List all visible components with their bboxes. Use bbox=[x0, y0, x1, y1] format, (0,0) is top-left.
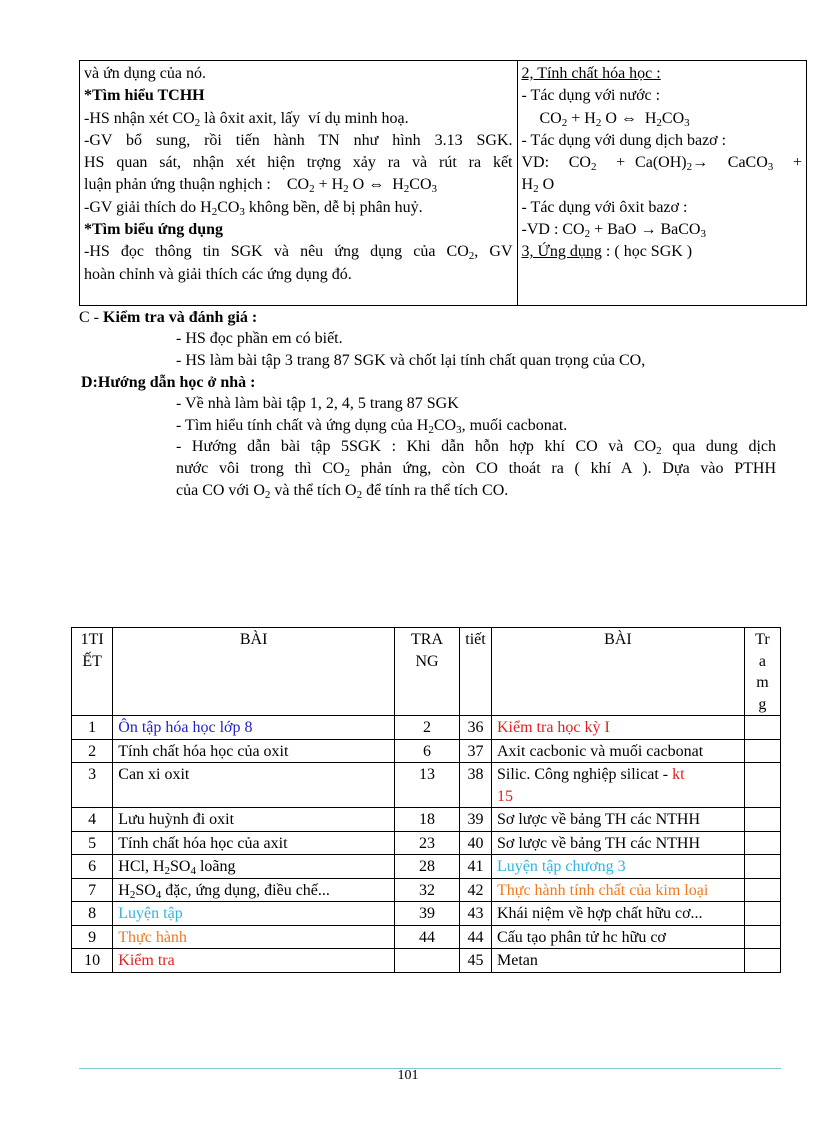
row-no-2: 44 bbox=[460, 925, 492, 949]
row-page: 39 bbox=[395, 902, 460, 926]
row-title: Tính chất hóa học của oxit bbox=[113, 739, 395, 763]
table-row bbox=[72, 949, 781, 973]
row-title: Can xi oxit bbox=[113, 763, 395, 808]
content-cell bbox=[517, 61, 807, 306]
equation-line: $H_2$ O bbox=[521, 176, 555, 196]
content-line: - Tác dụng với ôxit bazơ : bbox=[521, 198, 688, 216]
row-no: 6 bbox=[72, 855, 113, 879]
index-header-row bbox=[72, 628, 781, 716]
row-page: 6 bbox=[395, 739, 460, 763]
row-title: Tính chất hóa học của axit bbox=[113, 831, 395, 855]
row-page bbox=[395, 949, 460, 973]
row-no-2: 45 bbox=[460, 949, 492, 973]
section-d-item: - Hướng dẫn bài tập 5SGK : Khi dẫn hỗn hợp khí CO và $CO_2$ qua dung dịch bbox=[176, 438, 776, 457]
equation-line: VD: $CO_2 + Ca(OH)_2\to$ CaCO$_3$ + bbox=[521, 154, 803, 174]
section-c-title: C - Kiểm tra và đánh giá : bbox=[79, 309, 258, 326]
row-no: 3 bbox=[72, 763, 113, 808]
row-title: Ôn tập hóa học lớp 8 bbox=[113, 716, 395, 740]
teacher-student-activities-cell bbox=[80, 61, 518, 306]
row-page-2 bbox=[744, 716, 780, 740]
activity-line: -GV bổ sung, rồi tiến hành TN như hình 3.13 SGK. bbox=[84, 131, 513, 149]
row-no: 2 bbox=[72, 739, 113, 763]
row-title-2: Sơ lược về bảng TH các NTHH bbox=[492, 831, 745, 855]
equation-line: $CO_2 + H_2$ O ⇔ $H_2CO_3$ bbox=[539, 109, 690, 129]
table-row bbox=[72, 763, 781, 808]
row-title-2: Khái niệm về hợp chất hữu cơ... bbox=[492, 902, 745, 926]
row-title-2: Cấu tạo phân tử hc hữu cơ bbox=[492, 925, 745, 949]
row-page-2 bbox=[744, 902, 780, 926]
section-d-item: của CO với $O_2$ và thể tích $O_2$ để tính ra thể tích CO. bbox=[176, 482, 509, 501]
row-page-2 bbox=[744, 949, 780, 973]
row-no-2: 40 bbox=[460, 831, 492, 855]
header-title-1: BÀI bbox=[113, 628, 395, 716]
row-no: 1 bbox=[72, 716, 113, 740]
activity-heading: *Tìm hiểu TCHH bbox=[84, 87, 205, 105]
row-no-2: 43 bbox=[460, 902, 492, 926]
section-c-item: - HS làm bài tập 3 trang 87 SGK và chốt lại tính chất quan trọng của CO, bbox=[176, 352, 646, 369]
page-number: 101 bbox=[397, 1068, 419, 1083]
header-lesson-no: 1TI ẾT bbox=[72, 628, 113, 716]
row-page: 18 bbox=[395, 808, 460, 832]
row-no: 9 bbox=[72, 925, 113, 949]
row-title: HCl, $H_2SO_4$ loãng bbox=[113, 855, 395, 879]
row-no-2: 37 bbox=[460, 739, 492, 763]
row-page-2 bbox=[744, 763, 780, 808]
row-page-2 bbox=[744, 739, 780, 763]
row-no-2: 38 bbox=[460, 763, 492, 808]
row-no: 8 bbox=[72, 902, 113, 926]
table-row bbox=[72, 855, 781, 879]
row-page-2 bbox=[744, 925, 780, 949]
section-d-item: nước vôi trong thì $CO_2$ phản ứng, còn CO thoát ra ( khí A ). Dựa vào PTHH bbox=[176, 460, 776, 479]
lesson-table bbox=[79, 60, 807, 306]
header-lesson-no-2: tiết bbox=[460, 628, 492, 716]
section-d-item: - Về nhà làm bài tập 1, 2, 4, 5 trang 87 SGK bbox=[176, 395, 459, 412]
row-page: 28 bbox=[395, 855, 460, 879]
activity-heading: *Tìm biểu ứng dụng bbox=[84, 221, 223, 239]
row-no-2: 41 bbox=[460, 855, 492, 879]
section-c-item: - HS đọc phần em có biết. bbox=[176, 330, 343, 347]
row-page-2 bbox=[744, 878, 780, 902]
table-row bbox=[72, 831, 781, 855]
activity-line: -GV giải thích do $H_2CO_3$ không bền, dễ bị phân huỷ. bbox=[84, 198, 423, 218]
row-page-2 bbox=[744, 855, 780, 879]
row-no: 7 bbox=[72, 878, 113, 902]
table-row bbox=[72, 925, 781, 949]
row-title-2: Kiểm tra học kỳ I bbox=[492, 716, 745, 740]
table-row bbox=[72, 808, 781, 832]
activity-line: -HS đọc thông tin SGK và nêu ứng dụng của $CO_2$, GV bbox=[84, 243, 513, 263]
table-row bbox=[72, 739, 781, 763]
row-page: 32 bbox=[395, 878, 460, 902]
row-no-2: 36 bbox=[460, 716, 492, 740]
section-d-title: D:Hướng dẫn học ở nhà : bbox=[81, 374, 256, 391]
activity-line: -HS nhận xét $CO_2$ là ôxit axit, lấy ví dụ minh hoạ. bbox=[84, 109, 409, 129]
equation-line: -VD : $CO_2$ + BaO → BaCO$_3$ bbox=[521, 221, 706, 241]
activity-line: và ứn dụng của nó. bbox=[84, 65, 206, 82]
lesson-index-table bbox=[71, 627, 781, 973]
row-page: 2 bbox=[395, 716, 460, 740]
table-row bbox=[72, 716, 781, 740]
row-no-2: 39 bbox=[460, 808, 492, 832]
row-title: Kiểm tra bbox=[113, 949, 395, 973]
row-no-2: 42 bbox=[460, 878, 492, 902]
row-no: 5 bbox=[72, 831, 113, 855]
row-page: 23 bbox=[395, 831, 460, 855]
row-no: 10 bbox=[72, 949, 113, 973]
row-page: 44 bbox=[395, 925, 460, 949]
row-title-2: Axit cacbonic và muối cacbonat bbox=[492, 739, 745, 763]
row-title-2: Sơ lược về bảng TH các NTHH bbox=[492, 808, 745, 832]
header-title-2: BÀI bbox=[492, 628, 745, 716]
header-page-2: Tr a m g bbox=[744, 628, 780, 716]
row-page-2 bbox=[744, 831, 780, 855]
row-page-2 bbox=[744, 808, 780, 832]
row-title: Luyện tập bbox=[113, 902, 395, 926]
activity-line: luận phản ứng thuận nghịch : $CO_2 + H_2$ O ⇔ $H_2CO_3$ bbox=[84, 176, 438, 196]
activity-line: HS quan sát, nhận xét hiện trợng xảy ra và rút ra kết bbox=[84, 154, 513, 172]
row-title-2: Metan bbox=[492, 949, 745, 973]
content-line: - Tác dụng với dung dịch bazơ : bbox=[521, 131, 727, 149]
row-title: Thực hành bbox=[113, 925, 395, 949]
activity-line: hoàn chỉnh và giải thích các ứng dụng đó. bbox=[84, 265, 352, 283]
row-title: $H_2SO_4$ đặc, ứng dụng, điều chế... bbox=[113, 878, 395, 902]
row-title-2: Thực hành tính chất của kim loại bbox=[492, 878, 745, 902]
table-row bbox=[72, 902, 781, 926]
content-heading: 3, Ứng dụng : ( học SGK ) bbox=[521, 243, 693, 261]
table-row bbox=[72, 878, 781, 902]
content-line: - Tác dụng với nước : bbox=[521, 87, 661, 105]
header-page-1: TRA NG bbox=[395, 628, 460, 716]
row-title-2: Silic. Công nghiệp silicat - kt 15 bbox=[492, 763, 745, 808]
row-title-2: Luyện tập chương 3 bbox=[492, 855, 745, 879]
row-page: 13 bbox=[395, 763, 460, 808]
row-no: 4 bbox=[72, 808, 113, 832]
row-title: Lưu huỳnh đi oxit bbox=[113, 808, 395, 832]
content-heading: 2, Tính chất hóa học : bbox=[521, 65, 661, 82]
section-d-item: - Tìm hiểu tính chất và ứng dụng của $H_2CO_3$, muối cacbonat. bbox=[176, 417, 568, 436]
